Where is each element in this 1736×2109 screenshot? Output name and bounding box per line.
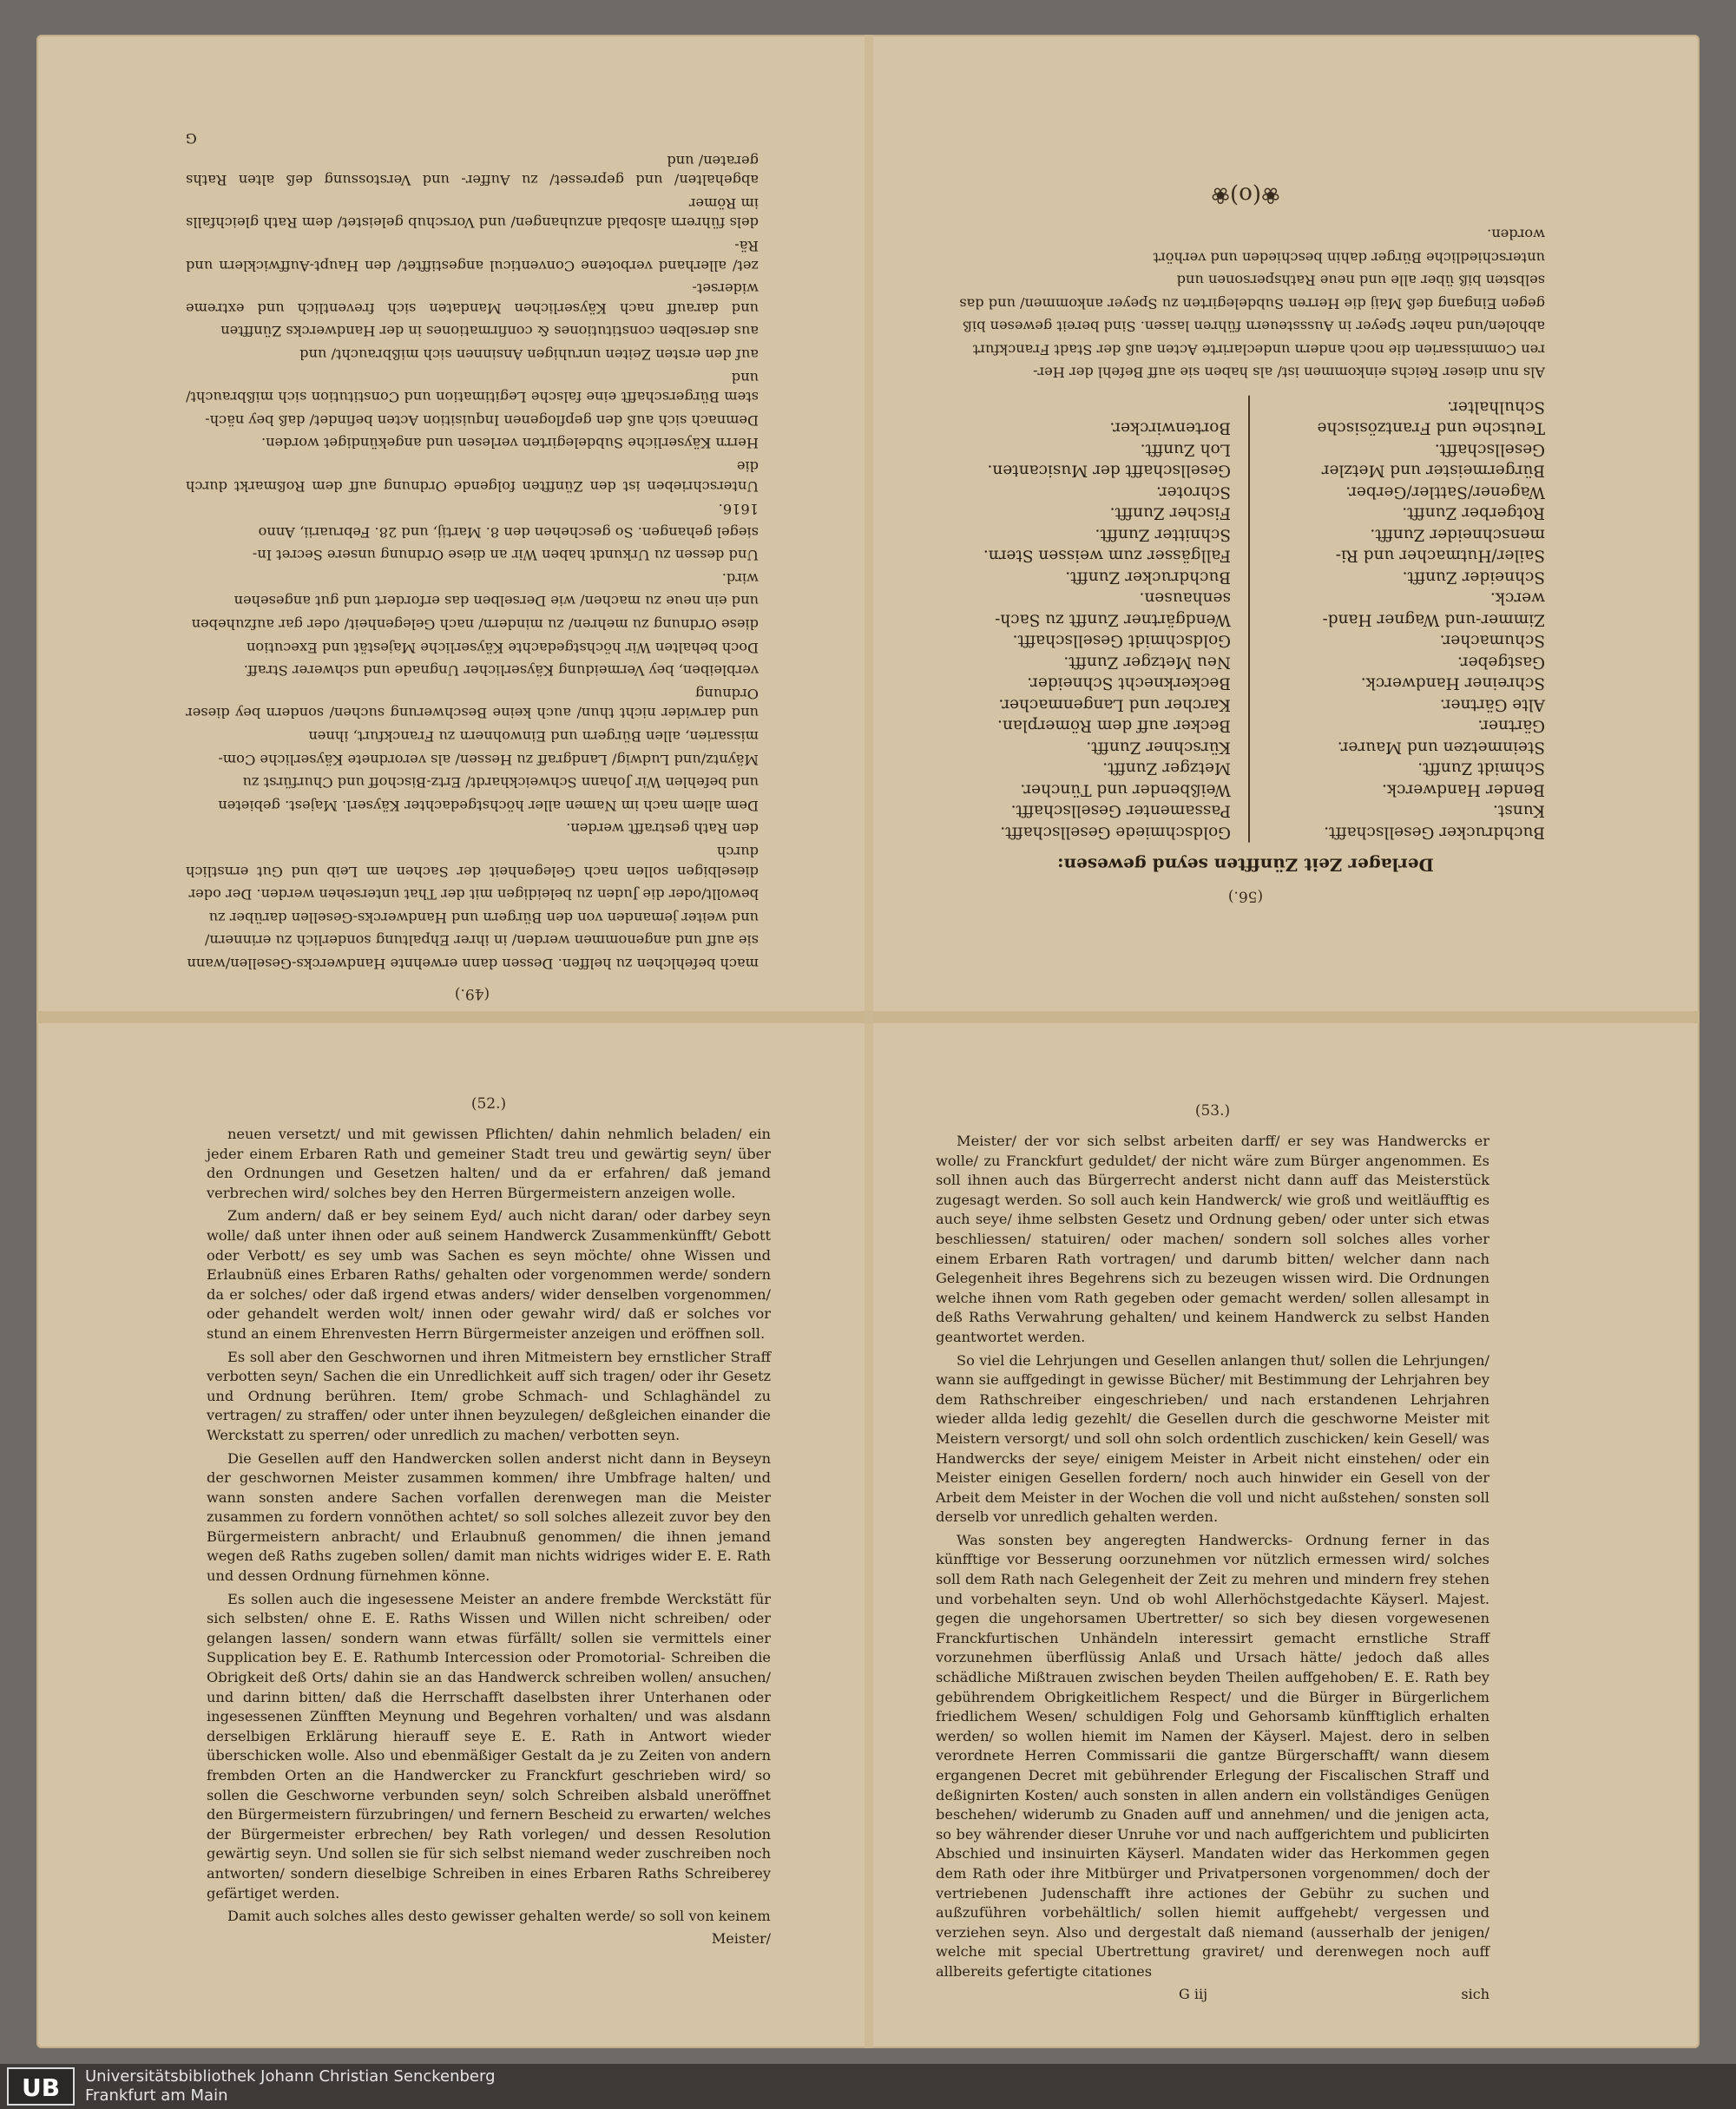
paragraph: aus derselben constitutiones & confirmationes in der Handwercks Zünfften: [220, 323, 759, 340]
page-number: (53.): [1194, 1102, 1231, 1120]
paragraph: gegen Eingang deß Maij die Herren Subdelegirten zu Speyer ankommen/ und das: [959, 295, 1545, 312]
guild-item: Becker auff dem Römerplan.: [997, 717, 1231, 736]
paragraph: selbsten biß über alle und neue Rathspersonen und: [1176, 272, 1545, 289]
guild-item: Wagener/Sattler/Gerber.: [1345, 483, 1545, 502]
guild-item: Rotgerber Zunfft.: [1402, 504, 1545, 523]
paragraph: Dem allem nach im Namen aller höchstgedachter Käyserl. Majest. gebieten: [218, 797, 759, 814]
guild-item: Bender Handwerck.: [1382, 780, 1545, 799]
paragraph: verbleiben, bey Vermeidung Käyserlicher Ungnade und schwerer Straff.: [243, 662, 759, 680]
guild-item: Teutsche und Frantzösische: [1317, 419, 1545, 438]
paragraph: abgehalten/ und gepresset/ zu Auffer- und Verstossung deß alten Raths geraten/ und: [186, 152, 759, 189]
signature-mark: G iij: [1179, 1985, 1208, 2002]
paragraph: unterschiedliche Bürger dahin beschieden und verhört: [1153, 249, 1545, 266]
paragraph: den Rath gestrafft werden.: [566, 820, 759, 838]
guild-item: Gärtner.: [1477, 717, 1545, 736]
paragraph: Zum andern/ daß er bey seinem Eyd/ auch nicht daran/ oder darbey seyn wolle/ daß unter ihnen oder auß seinem Handwerck Zusammenkünfft/ Gebott oder Verbott/ es sey umb was Sachen es seyn möchte/ ohne Wissen und Erlaubnüß eines Erbaren Raths/ gehalten oder vorgenommen werde/ sondern da er solches/ oder daß irgend etwas anders/ wider denselben vorgenommen/ oder gehandelt werden wolt/ innen oder gewahr wird/ daß er solches vor stund an einem Ehrenvesten Herrn Bürgermeister anzeigen und eröffnen soll.: [207, 1207, 771, 1342]
library-name: Universitätsbibliothek Johann Christian Senckenberg: [85, 2067, 496, 2086]
guild-item: menschneider Zunfft.: [1370, 525, 1545, 544]
guild-item: Wendgärtner Zunfft zu Sach-: [995, 610, 1231, 629]
guild-item: Loh Zunfft.: [1140, 440, 1231, 459]
paragraph: und befehlen Wir Johann Schweickhardt/ Ertz-Bischoff und Churfürst zu: [242, 774, 759, 792]
page-49-upside-down: [186, 130, 759, 1002]
catchword: G: [186, 130, 197, 147]
catchword: Meister/: [711, 1929, 771, 1947]
guild-item: Beckerknecht Schneider.: [1027, 674, 1231, 693]
guild-item: Gesellschafft der Musicanten.: [987, 462, 1231, 481]
paragraph: Als nun dieser Reichs einkommen ist/ als haben sie auff Befehl der Her-: [1032, 365, 1545, 382]
paragraph: dieselbigen sollen nach Gelegenheit der Sachen am Leib und Gut ernstlich durch: [186, 844, 759, 880]
paragraph: Es soll aber den Geschwornen und ihren Mitmeistern bey ernstlicher Straff verbotten seyn/ Sachen die ein Unredlichkeit auff sich tragen/ oder ihr Gesetz und Ordnung berühren. Item/ grobe Schmach- und Schlaghändel zu vertragen/ zu straffen/ oder unter ihnen beyzulegen/ deßgleichen einander die Werckstatt zu sperren/ oder unredlich zu machen/ verbotten seyn.: [207, 1348, 771, 1443]
page-52: [207, 1095, 771, 1947]
guild-item: Schroter.: [1155, 483, 1231, 502]
paragraph: worden.: [1487, 226, 1545, 243]
guild-item: Schulhalter.: [1447, 397, 1545, 417]
page-53: [936, 1102, 1489, 2002]
guild-item: Metzger Zunfft.: [1102, 759, 1231, 779]
paragraph: neuen versetzt/ und mit gewissen Pflichten/ dahin nehmlich beladen/ ein jeder einem Erbaren Rath und gemeiner Stadt treu und gewärtig seyn/ über den Ordnungen und Gesetzen halten/ und da er erfahren/ daß jemand verbrechen wird/ solches bey den Herren Bürgermeistern anzeigen wolle.: [207, 1126, 771, 1201]
guild-list-left: [1267, 396, 1545, 843]
page-body: [936, 1132, 1489, 1982]
page-number: (49.): [454, 984, 490, 1002]
ub-logo: UB: [7, 2067, 75, 2106]
paragraph: Demnach sich auß den gepflogenen Inquisition Acten befindet/ daß bey näch-: [205, 411, 759, 429]
guild-item: Steinmetzen und Maurer.: [1337, 738, 1545, 757]
guild-item: Buchdrucker Zunfft.: [1065, 568, 1231, 587]
guild-item: Kunst.: [1492, 802, 1545, 821]
guild-item: Gesellschafft.: [1434, 440, 1545, 459]
library-footer: [0, 2064, 1736, 2109]
guild-item: Weißbender und Tüncher.: [1020, 780, 1231, 799]
paragraph: und ein neue zu machen/ wie Derselben das erfordert und gut angesehen: [233, 593, 759, 610]
paragraph: So viel die Lehrjungen und Gesellen anlangen thut/ sollen die Lehrjungen/ wann sie auffgedingt in gewisse Bücher/ mit Bestimmung der Lehrjahren bey dem Rathschreiber eingeschrieben/ und nach erstandenen Lehrjahren wieder allda ledig gezehlt/ die Gesellen durch die geschworne Meister mit Meistern versorgt/ und soll ohn solch ordentlich zuschicken/ kein Gesell/ was Handwercks der seye/ einigem Meister in Arbeit nicht einstehen/ oder ein Meister einigen Gesellen fordern/ noch auch hinwider ein Gesell von der Arbeit dem Meister in der Wochen die voll und nicht außstehen/ sonsten soll derselb vor unredlich gehalten werden.: [936, 1351, 1489, 1526]
guild-item: Neu Metzger Zunfft.: [1063, 653, 1231, 672]
page-number: (56.): [1227, 887, 1264, 905]
guild-item: Sailer/Hutmacher und Ri-: [1335, 547, 1545, 566]
paragraph: Was sonsten bey angeregten Handwercks- Ordnung ferner in das künfftige vor Besserung oorzunehmen vor nützlich ermessen wird/ solches soll dem Rath nach Gelegenheit der Zeit zu mehren und mindern frey stehen und vorbehalten seyn. Und ob wohl Allerhöchstgedachte Käyserl. Majest. gegen die ungehorsamen Ubertretter/ so sich bey diesen vorgewesenen Franckfurtischen Unhändeln interessirt gemacht ernstliche Straff vorzunehmen überflüssig Anlaß und Ursach hätte/ jedoch daß alles schädliche Mißtrauen zwischen beyden Theilen auffgehoben/ E. E. Rath bey gebührendem Obrigkeitlichem Respect/ und die Bürger in Bürgerlichem friedlichem Wesen/ schuldigen Folg und Gehorsamb künfftiglich erhalten werden/ so wollen hiemit im Namen der Käyserl. Majest. dero in selben verordnete Herren Commissarii die gantze Bürgerschafft/ wann diesem ergangenen Decret mit gebührender Erlegung der Fiscalischen Straff und deßignirten Kosten/ auch sonsten in allen andern ein vollständiges Genügen beschehen/ widerumb zu Gnaden auff und annehmen/ und die jenigen acta, so bey währender dieser Unruhe vor und nach auffgerichtem und publicirten Abschied und insinuirten Käyserl. Mandaten wider das Herkommen gegen dem Rath oder ihre Mitbürger und Privatpersonen vorgenommen/ doch der vertriebenen Judenschafft ihre actiones der Gebühr zu suchen und außzuführen vorbehältlich/ sollen hiemit auffgehebt/ vergessen und verziehen seyn. Also und dergestalt daß niemand (ausserhalb der jenigen/ welche mit special Ubertrettung graviret/ und derenwegen noch auff allbereits gefertigte citationes: [936, 1531, 1489, 1980]
guild-item: senhausen.: [1139, 589, 1231, 608]
guild-list-right: [953, 396, 1231, 843]
vertical-fold: [865, 35, 873, 2048]
guild-item: Bürgermeister und Metzler: [1321, 462, 1545, 481]
paragraph: wird.: [721, 569, 759, 587]
library-location: Frankfurt am Main: [85, 2086, 228, 2105]
paragraph: Mäyntz/und Ludwig/ Landgraff zu Hessen/ als verordnete Käyserliche Com-: [218, 751, 759, 768]
paragraph: und darwider nicht thun/ auch keine Beschwerung suchen/ sondern bey dieser Ordnung: [186, 685, 759, 722]
page-body: [186, 150, 759, 973]
guild-item: Fischer Zunfft.: [1109, 504, 1231, 523]
guild-item: Schmidt Zunfft.: [1417, 759, 1545, 779]
paragraph: zet/ allerhand verbotene Conventicul angestifftet/ den Haupt-Auffwicklern und Rä-: [186, 237, 759, 274]
paragraph: Die Gesellen auff den Handwercken sollen anderst nicht dann in Beyseyn der geschwornen Meister zusammen kommen/ ihre Umbfrage halten/ und wann sonsten andere Sachen vorfallen derenwegen man die Meister zusammen zu fordern vonnöthen achtet/ so soll solches allezeit zuvor bey den Bürgermeistern anbracht/ und Erlaubnuß genommen/ die ihnen jemand wegen deß Raths zugeben sollen/ damit man nichts widriges wider E. E. Rath und dessen Ordnung fürnehmen könne.: [207, 1449, 771, 1585]
paragraph: und darauff nach Käyserlichen Mandaten sich freventlich und extreme widerset-: [186, 280, 759, 317]
guild-item: Goldschmiede Gesellschafft.: [1000, 823, 1231, 842]
guild-item: Schnitter Zunfft.: [1095, 525, 1231, 544]
paragraph: Herrn Käyserliche Subdelegirten verlesen und angekündiget worden.: [260, 435, 759, 452]
guild-item: werck.: [1489, 589, 1545, 608]
paragraph: abholen/und naher Speyer in Ausssteuern führen lassen. Sind bereit gewesen biß: [963, 318, 1545, 335]
paragraph: Damit auch solches alles desto gewisser gehalten werde/ so soll von keinem: [227, 1908, 771, 1925]
paragraph: Doch behalten Wir höchstgedachte Käyserliche Majestät und Execution: [246, 639, 759, 656]
guild-columns: [946, 396, 1545, 843]
paragraph: Unterschrieben ist den Zünfften folgende Ordnung auff dem Roßmarkt durch die: [186, 457, 759, 495]
guild-item: Alte Gärtner.: [1439, 695, 1545, 714]
guild-list-heading: Derlager Zeit Zünfften seynd gewesen:: [1057, 854, 1434, 876]
guild-item: Kürschner Zunfft.: [1086, 738, 1231, 757]
paragraph: stem Bürgerschafft eine falsche Legitimation und Constitution sich mißbraucht/ und: [186, 369, 759, 406]
guild-item: Schumacher.: [1439, 632, 1545, 651]
column-divider: [1248, 396, 1250, 843]
paragraph: 1616.: [718, 501, 759, 518]
paragraph: siegel gehangen. So geschehen den 8. Martij, und 28. Februarii, Anno: [258, 523, 759, 541]
guild-item: Karcher und Langenmacher.: [998, 695, 1231, 714]
guild-item: Zimmer-und Wagner Hand-: [1322, 610, 1545, 629]
paragraph: dels führern alsobald anzuhangen/ und Vorschub geleistet/ dem Rath gleichfalls im Römer: [186, 194, 759, 232]
paragraph: bewollt/oder die Juden zu beleidigen mit der That untersehen werden. Der oder: [188, 886, 759, 903]
paragraph: ren Commissarien die noch andern undeclarirte Acten auß der Stadt Franckfurt: [972, 341, 1545, 358]
paragraph: sie auff und angenommen werden/ in ihrer Ehpaltung sonderlich zu erinnern/: [204, 932, 759, 949]
page-number: (52.): [470, 1095, 507, 1113]
catchword: sich: [1461, 1985, 1489, 2002]
guild-item: Schneider Zunfft.: [1402, 568, 1545, 587]
guild-item: Gastgeber.: [1457, 653, 1545, 672]
guild-item: Schreiner Handwerck.: [1360, 674, 1545, 693]
paragraph: missarien, allen Bürgern und Einwohnern zu Franckfurt, ihnen: [308, 728, 759, 746]
closing-text: [946, 224, 1545, 382]
guild-item: Fallgässer zum weissen Stern.: [983, 547, 1231, 566]
ornament: ❀(o)❀: [1211, 182, 1280, 208]
guild-item: Goldschmidt Gesellschafft.: [1012, 632, 1231, 651]
page-56-upside-down: [946, 182, 1545, 905]
paragraph: auf den ersten Zeiten unruhigen Ansinnen sich mißbraucht/ und: [299, 345, 759, 363]
paragraph: diese Ordnung zu mehren/ zu mindern/ nach Gelegenheit/ oder gar aufzuheben: [191, 616, 759, 634]
paragraph: mach befehlchen zu helffen. Dessen dann erwehnte Handwercks-Gesellen/wann: [187, 955, 759, 972]
guild-item: Buchdrucker Gesellschafft.: [1324, 823, 1545, 842]
paragraph: Meister/ der vor sich selbst arbeiten darff/ er sey was Handwercks er wolle/ zu Franckfurt geduldet/ der nicht wäre zum Bürger angenommen. Es soll ihnen auch das Bürgerrecht anderst nicht dann auff das Meisterstück zugesagt werden. So soll auch kein Handwerck/ wie groß und weitläufftig es auch seye/ ihme selbsten Gesetz und Ordnung geben/ oder unter sich etwas beschliessen/ statuiren/ oder machen/ sondern soll solches alles vorher einem Erbaren Rath vortragen/ und darumb bitten/ welcher dann nach Gelegenheit ihres Begehrens sich zu bezeugen wissen wird. Die Ordnungen welche ihnen vom Rath gegeben oder gemacht werden/ sollen allesampt in deß Raths Verwahrung gehalten/ und keinem Handwerck zu selbst Handen geantwortet werden.: [936, 1133, 1489, 1345]
paragraph: und weiter jemanden von den Bürgern und Handwercks-Gesellen darüber zu: [208, 909, 759, 926]
page-body: [207, 1125, 771, 1927]
paragraph: Es sollen auch die ingesessene Meister an andere frembde Werckstätt für sich selbsten/ ohne E. E. Raths Wissen und Willen nicht schreiben/ oder gelangen lassen/ sondern wann etwas fürfällt/ sollen sie vermittels einer Supplication bey E. E. Rathumb Intercession oder Promotorial- Schreiben die Obrigkeit deß Orts/ dahin sie an das Handwerck schreiben wollen/ ansuchen/ und darinn bitten/ daß die Herrschafft daselbsten ihrer Unterhanen oder ingesessenen Zünfften Meynung und Begehren vorhalten/ und was alsdann derselbigen Erklärung hierauff seye E. E. Rath in Antwort wieder überschicken wolle. Also und ebenmäßiger Gestalt da je zu Zeiten von andern frembden Orten an die Handwercker zu Franckfurt geschrieben wird/ so sollen die Geschworne verbunden seyn/ solch Schreiben alsbald uneröffnet den Bürgermeistern fürzubringen/ und fernern Bescheid zu erwarten/ welches der Bürgermeister erbrechen/ bey Rath vorlegen/ und dessen Resolution gewärtig seyn. Und sollen sie für sich selbst niemand weder zuschreiben noch antworten/ sondern dieselbige Schreiben in eines Erbaren Raths Schreiberey gefärtiget werden.: [207, 1590, 771, 1902]
guild-item: Bortenwircker.: [1109, 419, 1231, 438]
guild-item: Passamenter Gesellschafft.: [1010, 802, 1231, 821]
paragraph: Und dessen zu Urkundt haben Wir an diese Ordnung unsere Secret In-: [252, 547, 759, 564]
